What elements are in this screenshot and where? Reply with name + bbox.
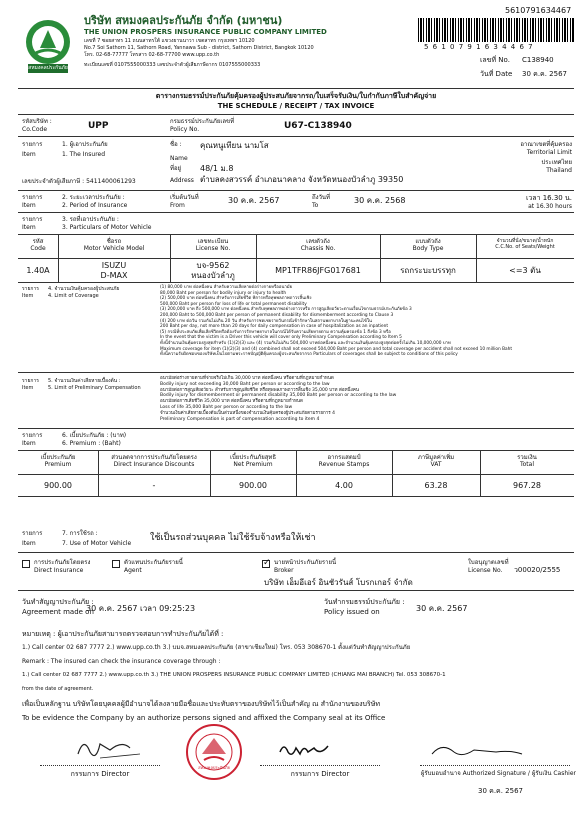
remark-th-channels: 1.) Call center 02 687 7777 2.) www.upp.co.th 3.) บมจ.สหมงคลประกันภัย (สาขาเชียงใหม่) โทร. 053 308670-1 ตั้งแต่วันทำสัญญาประกันภัย [22, 644, 411, 651]
agreement-made-label-en: Agreement made on [22, 608, 94, 616]
header-th: จำนวนที่นั่ง/ขนาด/น้ำหนัก [496, 238, 554, 244]
header-en: Chassis No. [300, 245, 336, 252]
director-2-caption: กรรมการ Director [290, 770, 350, 778]
insured-tax-id: เลขประจำตัวผู้เสียภาษี : 5411400061293 [22, 178, 136, 185]
agreement-made-value: 30 ค.ค. 2567 เวลา 09:25:23 [86, 604, 196, 613]
period-section-en: 2. Period of Insurance [62, 202, 128, 209]
coverage-line: 500,000 Baht per person for loss of life or total permanent disability [160, 301, 307, 307]
header-th: แบบตัวถัง [415, 238, 441, 245]
premium-header-vat [392, 454, 480, 468]
name-label-en: Name [170, 155, 188, 162]
period-time-th: เวลา 16.30 น. [525, 194, 572, 202]
period-to: 30 ค.ค. 2568 [354, 196, 406, 205]
company-name-th: บริษัท สหมงคลประกันภัย จำกัด (มหาชน) [84, 14, 283, 27]
vehicle-make: ISUZU [101, 261, 127, 270]
prelim-line: Bodily injury for dismemberment or permanent disability 35,000 Baht per person or according to the law [160, 393, 397, 399]
director-2-line [260, 765, 380, 766]
insured-address-line1: 48/1 ม.8 [200, 164, 234, 173]
premium-section-en: 6. Premium : (Baht) [62, 440, 121, 447]
insured-name: คุณหนูเทียน นามโส [200, 141, 269, 150]
item-label-en: Item [22, 540, 36, 547]
vehicle-header-chassis [256, 238, 380, 252]
address-label-th: ที่อยู่ [170, 165, 182, 172]
coverage-line: 200,000 Baht to 500,000 Baht per person of permanent disability for dismemberment according to Clause 3 [160, 312, 394, 318]
direct-insurance-label-en: Direct Insurance [34, 567, 84, 574]
coverage-section-en: 4. Limit of Coverage [48, 293, 99, 299]
header-th: รหัส [32, 238, 44, 245]
item-label-en: Item [22, 224, 36, 231]
broker-label-en: Broker [274, 567, 294, 574]
remark-en-date: from the date of agreement. [22, 686, 94, 692]
header-en: Total [519, 461, 534, 468]
vehicle-plate: บจ-9562 [196, 261, 230, 270]
doc-no-label: เลขที่ No. [480, 56, 510, 64]
premium-value: 900.00 [44, 481, 72, 490]
coverage-line: In the event that the victim is a Driver this vehicle will cover only Preliminary Compensation according to Item 5 [160, 335, 402, 341]
item-label-th: รายการ [22, 378, 39, 384]
insured-address-line2: ตำบลคงสวรรค์ อำเภอนาคลาง จังหวัดหนองบัวลำภู 39350 [200, 175, 404, 184]
item-label-th: รายการ [22, 194, 43, 201]
agent-label-th: ตัวแทนประกันภัยรายนี้ [124, 559, 183, 566]
broker-checkbox[interactable] [262, 560, 270, 568]
territory-label-th: อาณาเขตที่คุ้มครอง [520, 141, 572, 148]
header-en: License No. [195, 245, 231, 252]
header-en: Net Premium [233, 461, 273, 468]
co-code-value: UPP [88, 121, 109, 131]
from-label-th: เริ่มต้นวันที่ [170, 194, 199, 201]
coverage-line: (1) 80,000 บาท ต่อหนึ่งคน สำหรับความเสียหายต่อร่างกายหรืออนามัย [160, 285, 293, 290]
check-icon: ✓ [263, 558, 271, 568]
item-label-en: Item [22, 151, 36, 158]
director-1-caption: กรรมการ Director [70, 770, 130, 778]
prelim-line: Loss of life 35,000 Baht per person or according to the law [160, 404, 293, 410]
net-premium-value: 900.00 [239, 481, 267, 490]
barcode-number-bottom: 5 6 1 0 7 9 1 6 3 4 4 6 7 [424, 43, 534, 51]
barcode-number-top: 5610791634467 [505, 6, 572, 15]
header-th: ชื่อรถ [106, 238, 122, 245]
schedule-title-th: ตารางกรมธรรม์ประกันภัยคุ้มครองผู้ประสบภัยจากรถ/ใบเสร็จรับเงิน/ใบกำกับภาษีใบสำคัญจ่าย [155, 92, 437, 100]
vehicle-code: 1.40A [26, 266, 50, 275]
vehicle-province: หนองบัวลำภู [191, 271, 235, 280]
premium-header-premium [18, 454, 98, 468]
coverage-line: ทั้งนี้จำนวนเงินคุ้มครองสูงสุดสำหรับ (1)(2)(3) และ (4) รวมกันไม่เกิน 504,000 บาทต่อหนึ่งคน และจำนวนเงินคุ้มครองสูงสุดต่อครั้งไม่เกิน 10,000,000 บาท [160, 340, 451, 346]
company-address-en: No.7 Soi Sathorn 11, Sathorn Road, Yannawa Sub - district, Sathorn District, Bangkok 10120 [84, 45, 314, 51]
header-en: Body Type [412, 245, 444, 252]
period-time-en: at 16.30 hours [528, 203, 572, 210]
doc-date-label: วันที่ Date [480, 70, 513, 78]
coverage-line: (2) 500,000 บาท ต่อหนึ่งคน สำหรับการเสียชีวิต พิการหรือทุพพลภาพถาวรสิ้นเชิง [160, 296, 312, 302]
seal-text: สหมงคลประกันภัย [198, 765, 230, 770]
coverage-line: 200 Baht per day, not more than 20 days for daily compensation in case of hospitalization as an inpatient [160, 324, 389, 330]
authorized-signature [426, 738, 526, 762]
vehicle-header-seats [476, 238, 574, 250]
director-1-signature [70, 732, 150, 762]
item-label-th: รายการ [22, 286, 39, 292]
header-th: เลขทะเบียน [197, 238, 229, 245]
premium-header-discount [98, 454, 210, 468]
territory-value-en: Thailand [546, 167, 572, 174]
policy-no-value: U67-C138940 [284, 121, 352, 131]
direct-insurance-label-th: การประกันภัยโดยตรง [34, 559, 91, 566]
from-label-en: From [170, 202, 185, 209]
territory-value-th: ประเทศไทย [541, 159, 572, 166]
license-value: ว00020/2555 [514, 566, 561, 574]
company-address-th: เลขที่ 7 ซอยสาทร 11 ถนนสาทรใต้ แขวงยานนาวา เขตสาทร กรุงเทพฯ 10120 [84, 38, 255, 44]
to-label-th: ถึงวันที่ [312, 194, 330, 201]
co-code-label-th: รหัสบริษัท : [22, 118, 52, 125]
period-from: 30 ค.ค. 2567 [228, 196, 280, 205]
agreement-made-label-th: วันทำสัญญาประกันภัย : [22, 598, 94, 606]
total-value: 967.28 [513, 481, 541, 490]
agent-checkbox[interactable] [112, 560, 120, 568]
logo-text: สหมงคลประกันภัย [28, 65, 68, 71]
policy-issued-value: 30 ค.ค. 2567 [416, 604, 468, 613]
agent-label-en: Agent [124, 567, 142, 574]
remark-en-heading: Remark : The insured can check the insurance coverage through : [22, 658, 221, 665]
vehicle-section-th: 3. รถที่เอาประกันภัย : [62, 216, 119, 223]
period-section-th: 2. ระยะเวลาประกันภัย : [62, 194, 125, 201]
co-code-label-en: Co.Code [22, 126, 48, 133]
vehicle-section-en: 3. Particulars of Motor Vehicle [62, 224, 152, 231]
item-label-en: Item [22, 440, 36, 447]
item-label-th: รายการ [22, 216, 43, 223]
header-en: Premium [44, 461, 72, 468]
coverage-line: (3) 200,000 บาท ถึง 500,000 บาท ต่อหนึ่งคน สำหรับทุพพลภาพอย่างถาวรหรือ การสูญเสียอวัยวะตามเงื่อนไขกรมธรรม์ประกันภัยข้อ 3 [160, 307, 412, 313]
header-en: VAT [430, 461, 442, 468]
broker-label-th: นายหน้าประกันภัยรายนี้ [274, 559, 337, 566]
vehicle-header-model [58, 238, 170, 252]
vat-value: 63.28 [424, 481, 448, 490]
vehicle-seats: <=3 ตัน [509, 266, 541, 275]
prelim-section-th: 5. จำนวนเงินค่าเสียหายเบื้องต้น : [48, 378, 121, 384]
item-label-en: Item [22, 385, 34, 391]
director-2-signature [276, 738, 336, 760]
remark-th-heading: หมายเหตุ : ผู้เอาประกันภัยสามารถตรวจสอบการทำประกันภัยได้ที่ : [22, 630, 224, 638]
premium-header-stamps [296, 454, 392, 468]
direct-insurance-checkbox[interactable] [22, 560, 30, 568]
doc-date-value: 30 ค.ค. 2567 [522, 70, 567, 78]
remark-en-channels: 1.) Call center 02 687 7777 2.) www.upp.co.th 3.) THE UNION PROSPERS INSURANCE PUBLIC COMPANY LIMITED (CHIANG MAI BRANCH) Tel. 053 308670-1 [22, 672, 446, 678]
header-th: ภาษีมูลค่าเพิ่ม [417, 454, 455, 461]
prelim-line: Bodily injury not exceeding 30,000 Baht per person or according to the law [160, 381, 330, 387]
territory-label-en: Territorial Limit [526, 149, 572, 156]
prelim-line: อนามัยต่อการเสียชีวิต 35,000 บาท ต่อหนึ่งคน หรือตามที่กฎหมายกำหนด [160, 399, 303, 405]
company-name-en: THE UNION PROSPERS INSURANCE PUBLIC COMPANY LIMITED [84, 28, 327, 36]
vehicle-header-code [18, 238, 58, 252]
coverage-line: ทั้งนี้ความรับผิดชอบของบริษัทเป็นไปตามพระราชบัญญัติคุ้มครองผู้ประสบภัยจากรถ Particulars of coverages shall be subject to conditions of this policy [160, 352, 458, 358]
prelim-section-en: 5. Limit of Preliminary Compensation [48, 385, 141, 391]
coverage-line: Maximum coverage for item (1)(2)(3) and (4) combined shall not exceed 504,000 Baht per person and total coverage per accident shall not exceed 10 million Baht [160, 346, 513, 352]
evidence-th: เพื่อเป็นหลักฐาน บริษัทโดยบุคคลผู้มีอำนาจได้ลงลายมือชื่อและประทับตราของบริษัทไว้เป็นสำคัญ ณ สำนักงานของบริษัท [22, 700, 380, 708]
insured-section-en: 1. The Insured [62, 151, 106, 158]
item-label-th: รายการ [22, 530, 43, 537]
barcode [418, 18, 574, 42]
header-th: รวมเงิน [517, 454, 537, 461]
license-label-th: ใบอนุญาตเลขที่ [468, 559, 509, 566]
header-en: Code [30, 245, 46, 252]
coverage-line: 80,000 Baht per person for bodily injury or injury to health [160, 290, 287, 296]
vehicle-body-type: รถกระบะบรรทุก [400, 266, 456, 275]
policy-no-label-en: Policy No. [170, 126, 200, 133]
broker-name: บริษัท เอ็มอีเอร์ อินชัวรันส์ โบรกเกอร์ จำกัด [264, 578, 413, 587]
header-th: เลขตัวถัง [306, 238, 330, 245]
company-taxid: ทะเบียนเลขที่ 0107555000333 เลขประจำตัวผู้เสียภาษีอากร 0107555000333 [84, 62, 261, 68]
header-en: Direct Insurance Discounts [113, 461, 195, 468]
schedule-title-en: THE SCHEDULE / RECEIPT / TAX INVOICE [217, 102, 375, 110]
vehicle-model: D-MAX [100, 271, 128, 280]
company-phone: โทร. 02-68-77777 โทรสาร 02-68-77700 www.upp.co.th [84, 52, 220, 58]
prelim-line: อนามัยต่อร่างกายตามที่จ่ายจริงไม่เกิน 30,000 บาท ต่อหนึ่งคน หรือตามที่กฎหมายกำหนด [160, 376, 334, 381]
item-label-en: Item [22, 202, 36, 209]
header-th: อากรแสตมป์ [327, 454, 361, 461]
policy-no-label-th: กรมธรรม์ประกันภัยเลขที่ [170, 118, 235, 125]
director-1-line [40, 765, 160, 766]
to-label-en: To [312, 202, 319, 209]
premium-section-th: 6. เบี้ยประกันภัย : (บาท) [62, 432, 127, 439]
header-th: เบี้ยประกันภัยสุทธิ [229, 454, 277, 461]
prelim-line: อนามัยต่อการสูญเสียอวัยวะ สำหรับการสูญเสียชีวิต หรือทุพพลภาพถาวรสิ้นเชิง 35,000 บาท ต่อหนึ่งคน [160, 387, 359, 393]
prelim-line: Preliminary Compensation is part of compensation according to item 4 [160, 416, 320, 422]
name-label-th: ชื่อ : [170, 141, 182, 148]
policy-issued-label-en: Policy issued on [324, 608, 380, 616]
header-en: C.C.No. of Seats/Weight [495, 244, 555, 250]
insured-section-th: 1. ผู้เอาประกันภัย [62, 141, 108, 148]
doc-no-value: C138940 [522, 56, 554, 64]
company-logo [20, 16, 76, 74]
header-en: Motor Vehicle Model [83, 245, 145, 252]
address-label-en: Address [170, 177, 194, 184]
prelim-line: จำนวนเงินค่าเสียหายเบื้องต้นเป็นส่วนหนึ่งของจำนวนเงินคุ้มครองผู้ประสบภัยตามรายการ 4 [160, 410, 336, 416]
vehicle-chassis: MP1TFR86JFG017681 [275, 266, 361, 275]
signature-date: 30 ค.ค. 2567 [478, 787, 523, 795]
license-label-en: License No. [468, 567, 503, 574]
coverage-details [160, 285, 572, 358]
vehicle-header-body [380, 238, 476, 252]
usage-section-th: 7. การใช้รถ : [62, 530, 98, 537]
coverage-section-th: 4. จำนวนเงินคุ้มครองผู้ประสบภัย [48, 286, 120, 292]
usage-value: ใช้เป็นรถส่วนบุคคล ไม่ใช้รับจ้างหรือให้เช่า [150, 533, 316, 543]
header-th: เบี้ยประกันภัย [40, 454, 76, 461]
item-label-th: รายการ [22, 432, 43, 439]
header-en: Revenue Stamps [318, 461, 370, 468]
item-label-th: รายการ [22, 141, 43, 148]
evidence-en: To be evidence the Company by an authorize persons signed and affixed the Company seal at its Office [22, 714, 386, 722]
coverage-line: (5) กรณีที่ประสบภัยเพื่อเสียชีวิตหรือต้องรับการรักษาพยาบาลในกรณีได้รับความเสียหายตาม ความคุ้มครองข้อ 1 ถึงข้อ 3 หรือ [160, 329, 391, 335]
premium-header-net [210, 454, 296, 468]
policy-issued-label-th: วันทำกรมธรรม์ประกันภัย : [324, 598, 405, 606]
authorized-caption: ผู้รับมอบอำนาจ Authorized Signature / ผู้รับเงิน Cashier [420, 770, 576, 777]
coverage-line: (4) 200 บาท ต่อวัน รวมกันไม่เกิน 20 วัน สำหรับการชดเชยรายวันกรณีเข้ารักษาในสถานพยาบาลในฐานะคนไข้ใน [160, 318, 372, 324]
prelim-details [160, 376, 572, 422]
header-th: ส่วนลดจากการประกันภัยโดยตรง [111, 454, 197, 461]
premium-header-total [480, 454, 574, 468]
authorized-line [420, 765, 570, 766]
stamps-value: 4.00 [335, 481, 353, 490]
item-label-en: Item [22, 293, 34, 299]
discount-value: - [152, 481, 156, 490]
company-seal [186, 724, 242, 780]
vehicle-header-license [170, 238, 256, 252]
usage-section-en: 7. Use of Motor Vehicle [62, 540, 132, 547]
